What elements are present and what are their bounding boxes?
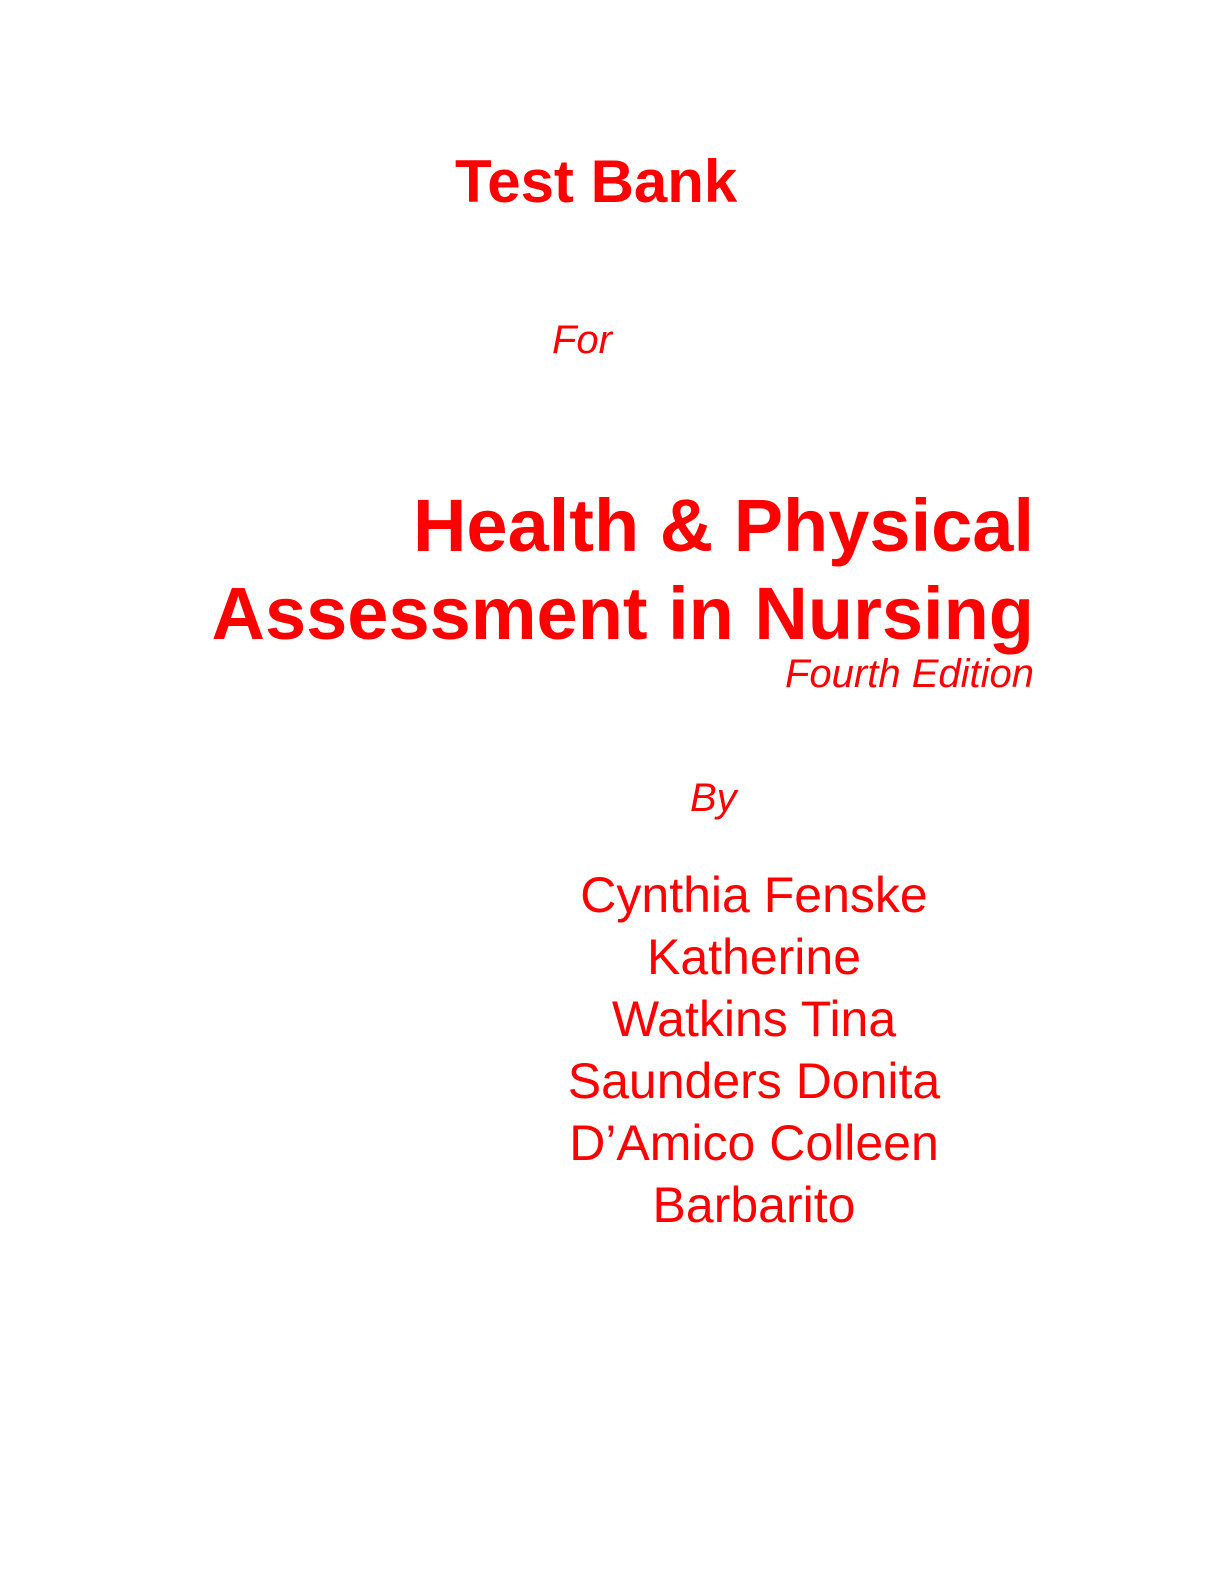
author-line-4: Saunders Donita xyxy=(567,1053,941,1109)
edition-label: Fourth Edition xyxy=(784,652,1034,696)
author-line-6: Barbarito xyxy=(652,1177,856,1233)
author-line-2: Katherine xyxy=(646,929,862,985)
book-title-line-2: Assessment in Nursing xyxy=(211,572,1034,655)
book-title-line-1: Health & Physical xyxy=(412,484,1034,567)
author-line-3: Watkins Tina xyxy=(611,991,897,1047)
book-title xyxy=(212,482,1034,658)
for-label: For xyxy=(552,318,612,362)
author-line-1: Cynthia Fenske xyxy=(580,867,928,923)
by-label: By xyxy=(690,776,737,820)
author-line-5: D’Amico Colleen xyxy=(569,1115,939,1171)
author-list xyxy=(568,864,940,1236)
test-bank-heading: Test Bank xyxy=(455,148,738,215)
